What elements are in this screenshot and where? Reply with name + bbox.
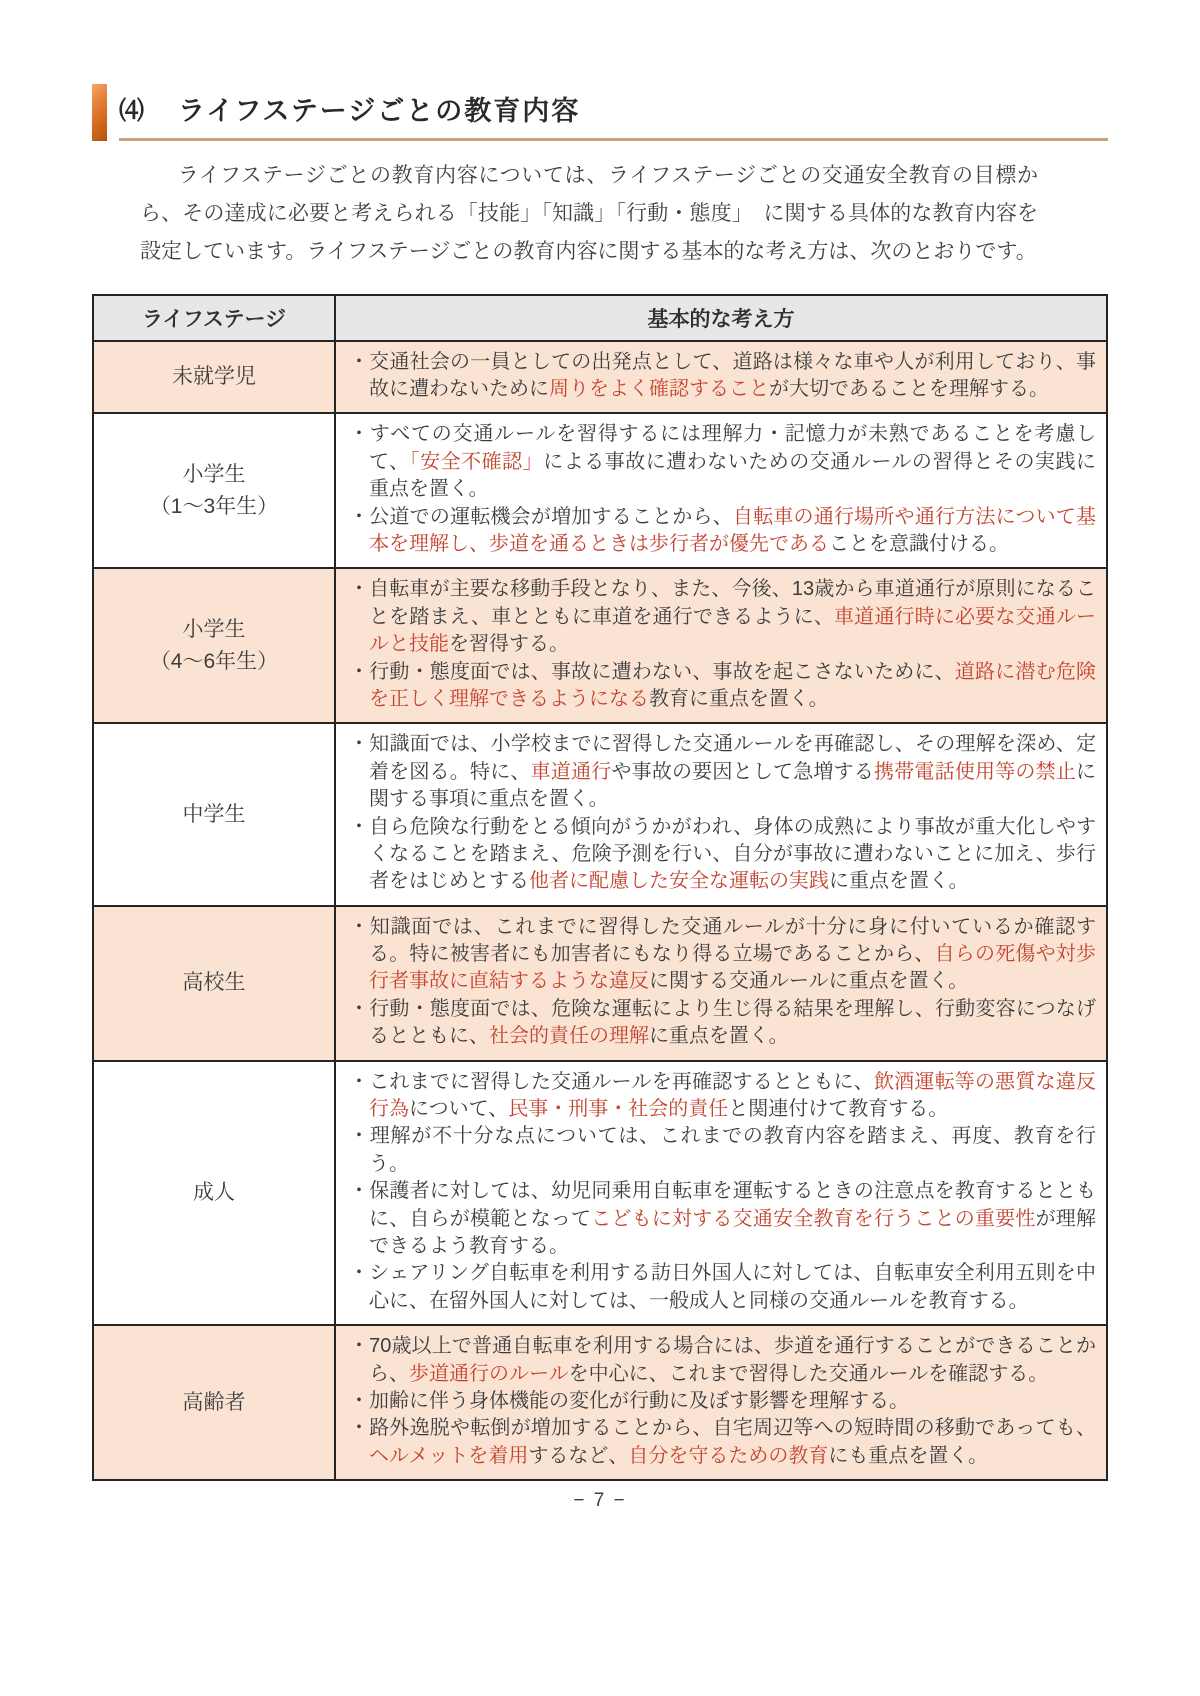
bullet-item [349, 1178, 1096, 1260]
bullet-item [349, 349, 1096, 404]
heading-accent-bar [92, 84, 107, 141]
bullet-item [349, 1388, 1096, 1415]
stage-cell: 高校生 [93, 906, 335, 1061]
bullet-item [349, 659, 1096, 714]
body-text: について、 [409, 1098, 509, 1121]
emphasis-text: 他者に配慮した安全な運転の実践 [529, 870, 829, 893]
bullet-item [349, 1260, 1096, 1315]
column-header-lifestage: ライフステージ [93, 295, 335, 341]
page-number: − 7 − [573, 1490, 627, 1512]
approach-cell [335, 413, 1107, 568]
emphasis-text: 自分を守るための教育 [628, 1444, 829, 1467]
intro-paragraph: ライフステージごとの教育内容については、ライフステージごとの交通安全教育の目標から、その達成に必要と考えられる「技能」「知識」「行動・態度」 に関する具体的な教育内容を設定しています。ライフステージごとの教育内容に関する基本的な考え方は、次のとおりです。 [140, 164, 1038, 264]
body-text: ことを意識付ける。 [829, 533, 1009, 555]
body-text: に関する事項に重点を置く。 [369, 760, 1097, 811]
bullet-marker: ・ [349, 1125, 370, 1148]
emphasis-text: 社会的責任の理解 [489, 1025, 649, 1048]
body-text: 交通社会の一員としての出発点として、道路は様々な車や人が利用しており、事故に遭わないために [369, 350, 1097, 401]
table-row [93, 413, 1107, 568]
table-row [93, 906, 1107, 1061]
body-text: 行動・態度面では、事故に遭わない、事故を起こさないために、 [369, 660, 955, 683]
body-text: 知識面では、これまでに習得した交通ルールが十分に身に付いているか確認する。特に被害者にも加害者にもなり得る立場であることから、 [369, 915, 1097, 966]
emphasis-text: 携帯電話使用等の禁止 [874, 760, 1077, 783]
body-text: これまでに習得した交通ルールを再確認するとともに、 [369, 1070, 874, 1093]
approach-cell [335, 906, 1107, 1061]
body-text: 自転車が主要な移動手段となり、また、今後、13歳から車道通行が原則になることを踏まえ、車とともに車道を通行できるように、 [369, 578, 1097, 628]
body-text: すべての交通ルールを習得するには理解力・記憶力が未熟であることを考慮して、 [369, 423, 1096, 473]
column-header-approach: 基本的な考え方 [335, 295, 1107, 341]
body-text: 70歳以上で普通自転車を利用する場合には、歩道を通行することができることから、 [369, 1335, 1097, 1385]
table-row [93, 568, 1107, 723]
emphasis-text: 民事・刑事・社会的責任 [508, 1098, 729, 1121]
bullet-marker: ・ [349, 997, 370, 1020]
body-text: するなど、 [528, 1444, 629, 1467]
body-text: 行動・態度面では、危険な運転により生じ得る結果を理解し、行動変容につなげるとともに、 [369, 997, 1097, 1048]
bullet-item [349, 504, 1096, 559]
emphasis-text: 飲酒運転等の悪質な違反行為 [369, 1070, 1097, 1121]
life-stage-table [92, 294, 1108, 1481]
bullet-marker: ・ [349, 733, 370, 756]
body-text: や事故の要因として急増する [611, 760, 875, 783]
bullet-marker: ・ [349, 350, 370, 373]
bullet-marker: ・ [349, 578, 370, 601]
heading-number: ⑷ [119, 96, 145, 125]
bullet-marker: ・ [349, 1335, 370, 1358]
emphasis-text: 車道通行 [530, 760, 612, 783]
body-text: 理解が不十分な点については、これまでの教育内容を踏まえ、再度、教育を行う。 [369, 1125, 1096, 1175]
stage-cell: 中学生 [93, 723, 335, 905]
body-text: にも重点を置く。 [828, 1444, 989, 1467]
approach-cell [335, 568, 1107, 723]
bullet-item [349, 1069, 1096, 1124]
approach-cell [335, 1061, 1107, 1326]
body-text: に重点を置く。 [649, 1025, 789, 1048]
stage-cell: 小学生 （4～6年生） [93, 568, 335, 723]
body-text: 自ら危険な行動をとる傾向がうかがわれ、身体の成熟により事故が重大化しやすくなることを踏まえ、危険予測を行い、自分が事故に遭わないことに加え、歩行者をはじめとする [369, 815, 1097, 893]
table-row [93, 1325, 1107, 1480]
body-text: 教育に重点を置く。 [649, 687, 829, 710]
stage-cell: 成人 [93, 1061, 335, 1326]
stage-cell: 小学生 （1～3年生） [93, 413, 335, 568]
bullet-item [349, 814, 1096, 896]
bullet-marker: ・ [349, 1180, 370, 1203]
body-text: 知識面では、小学校までに習得した交通ルールを再確認し、その理解を深め、定着を図る。特に、 [369, 733, 1096, 783]
bullet-marker: ・ [349, 1389, 369, 1412]
bullet-item [349, 1123, 1096, 1178]
emphasis-text: 自転車の通行場所や通行方法について基本を理解し、歩道を通るときは歩行者が優先である [369, 505, 1097, 555]
body-text: に関する交通ルールに重点を置く。 [649, 970, 969, 993]
body-text: シェアリング自転車を利用する訪日外国人に対しては、自転車安全利用五則を中心に、在留外国人に対しては、一般成人と同様の交通ルールを教育する。 [369, 1262, 1097, 1312]
approach-cell [335, 341, 1107, 414]
emphasis-text: 「安全不確認」 [409, 450, 544, 473]
heading-underline [119, 84, 1108, 141]
bullet-marker: ・ [349, 815, 370, 838]
bullet-item [349, 576, 1096, 658]
body-text: を中心に、これまで習得した交通ルールを確認する。 [568, 1362, 1049, 1385]
body-text: が理解できるよう教育する。 [369, 1207, 1097, 1257]
body-text: が大切であることを理解する。 [769, 378, 1049, 401]
emphasis-text: 自らの死傷や対歩行者事故に直結するような違反 [369, 943, 1097, 993]
body-text: による事故に遭わないための交通ルールの習得とその実践に重点を置く。 [369, 450, 1096, 501]
emphasis-text: 歩道通行のルール [409, 1362, 569, 1385]
body-text: と関連付けて教育する。 [728, 1098, 949, 1121]
body-text: に重点を置く。 [829, 870, 969, 893]
bullet-marker: ・ [349, 1417, 370, 1440]
emphasis-text: ヘルメットを着用 [369, 1444, 529, 1467]
body-text: 保護者に対しては、幼児同乗用自転車を運転するときの注意点を教育するとともに、自らが模範となって [369, 1180, 1097, 1230]
table-header-row [93, 295, 1107, 341]
bullet-item [349, 421, 1096, 503]
emphasis-text: 周りをよく確認すること [549, 378, 769, 401]
bullet-item [349, 996, 1096, 1051]
body-text: を習得する。 [449, 633, 569, 656]
bullet-marker: ・ [349, 505, 370, 528]
emphasis-text: 車道通行時に必要な交通ルールと技能 [369, 605, 1097, 656]
stage-cell: 高齢者 [93, 1325, 335, 1480]
section-heading [92, 84, 1108, 141]
page-title: ライフステージごとの教育内容 [178, 96, 581, 126]
approach-cell [335, 723, 1107, 905]
table-row [93, 723, 1107, 905]
bullet-item [349, 914, 1096, 996]
body-text: 公道での運転機会が増加することから、 [369, 505, 733, 528]
bullet-marker: ・ [349, 423, 370, 446]
bullet-item [349, 731, 1096, 813]
emphasis-text: こどもに対する交通安全教育を行うことの重要性 [591, 1207, 1036, 1230]
bullet-marker: ・ [349, 1070, 370, 1093]
body-text: 路外逸脱や転倒が増加することから、自宅周辺等への短時間の移動であっても、 [369, 1417, 1096, 1440]
table-row [93, 1061, 1107, 1326]
table-row [93, 341, 1107, 414]
bullet-marker: ・ [349, 660, 370, 683]
bullet-item [349, 1415, 1096, 1470]
body-text: 加齢に伴う身体機能の変化が行動に及ぼす影響を理解する。 [369, 1389, 909, 1412]
emphasis-text: 道路に潜む危険を正しく理解できるようになる [369, 660, 1097, 710]
stage-cell: 未就学児 [93, 341, 335, 414]
bullet-marker: ・ [349, 915, 370, 938]
bullet-marker: ・ [349, 1262, 370, 1285]
approach-cell [335, 1325, 1107, 1480]
bullet-item [349, 1333, 1096, 1388]
